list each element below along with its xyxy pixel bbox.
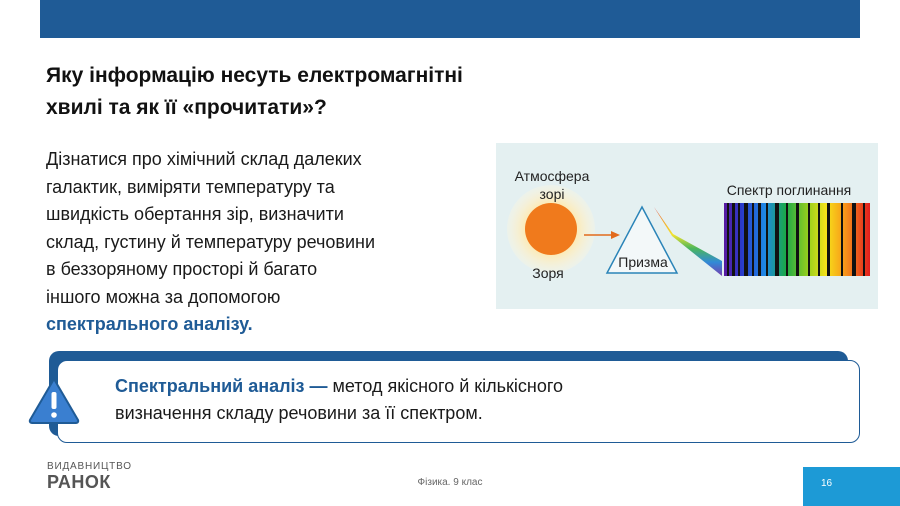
body-line: іншого можна за допомогою: [46, 286, 281, 307]
page-number: 16: [820, 478, 833, 489]
slide-body: [46, 146, 486, 339]
footer-subject: Фізика. 9 клас: [417, 477, 483, 488]
warning-icon: [27, 375, 81, 425]
title-line-1: Яку інформацію несуть електромагнітні: [46, 64, 463, 87]
label-atmosphere-of-star: зорі: [539, 186, 565, 202]
publisher-line-1: ВИДАВНИЦТВО: [47, 461, 132, 472]
label-prism: Призма: [618, 254, 668, 270]
body-line: Дізнатися про хімічний склад далеких: [46, 149, 362, 169]
definition-line-1: метод якісного й кількісного: [332, 376, 564, 396]
title-line-2: хвилі та як її «прочитати»?: [46, 96, 327, 119]
label-atmosphere: Атмосфера: [514, 168, 590, 184]
label-absorption-spectrum: Спектр поглинання: [726, 182, 852, 198]
body-line: склад, густину й температуру речовини: [46, 231, 376, 252]
ray-arrow-head: [611, 231, 620, 239]
spectrum-diagram: [496, 143, 878, 309]
spectrum-svg: [496, 143, 878, 309]
definition-callout: [57, 360, 860, 443]
body-highlight: спектрального аналізу.: [46, 314, 253, 334]
star-core: [525, 203, 577, 255]
body-line: в беззоряному просторі й багато: [46, 259, 318, 279]
definition-text: [115, 373, 835, 427]
definition-line-2: визначення складу речовини за її спектром.: [115, 403, 483, 423]
body-line: швидкість обертання зір, визначити: [46, 204, 344, 224]
definition-term: Спектральний аналіз: [115, 376, 305, 396]
top-banner: [40, 0, 860, 38]
definition-dash: —: [304, 376, 333, 396]
slide-title: [46, 60, 606, 124]
body-line: галактик, виміряти температуру та: [46, 176, 335, 197]
label-star: Зоря: [532, 265, 564, 281]
publisher-line-2: РАНОК: [47, 472, 111, 492]
page-number-box: [803, 467, 900, 506]
